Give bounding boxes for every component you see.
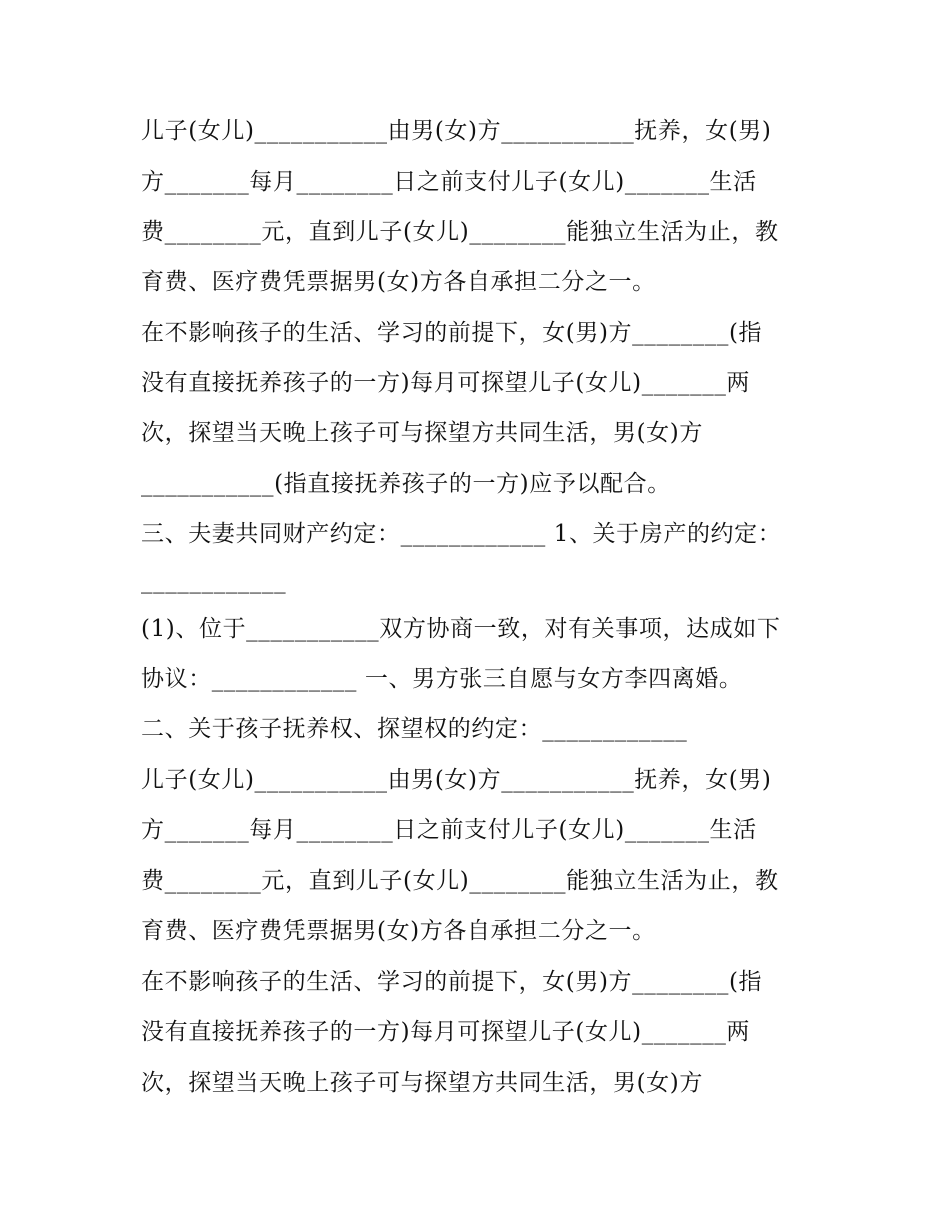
text-line: 育费、医疗费凭票据男(女)方各自承担二分之一。 [141, 918, 656, 944]
text-line: 方_______每月________日之前支付儿子(女儿)_______生活 [141, 169, 757, 195]
text-line: (1)、位于___________双方协商一致，对有关事项，达成如下 [141, 616, 781, 642]
text-line: 方_______每月________日之前支付儿子(女儿)_______生活 [141, 817, 757, 843]
text-line: 次，探望当天晚上孩子可与探望方共同生活，男(女)方 [141, 1070, 703, 1096]
text-line: 二、关于孩子抚养权、探望权的约定：____________ [141, 716, 688, 742]
text-line: 儿子(女儿)___________由男(女)方___________抚养，女(男) [141, 118, 772, 144]
text-line: 费________元，直到儿子(女儿)________能独立生活为止，教 [141, 219, 779, 245]
text-line: 三、夫妻共同财产约定：____________ 1、关于房产的约定： [141, 521, 782, 547]
text-line: 费________元，直到儿子(女儿)________能独立生活为止，教 [141, 868, 779, 894]
text-line: 儿子(女儿)___________由男(女)方___________抚养，女(男) [141, 767, 772, 793]
text-line: 在不影响孩子的生活、学习的前提下，女(男)方________(指 [141, 969, 763, 995]
text-line: 没有直接抚养孩子的一方)每月可探望儿子(女儿)_______两 [141, 1019, 751, 1045]
text-line: 在不影响孩子的生活、学习的前提下，女(男)方________(指 [141, 320, 763, 346]
text-line: 没有直接抚养孩子的一方)每月可探望儿子(女儿)_______两 [141, 370, 751, 396]
text-line: ____________ [141, 568, 287, 594]
text-line: 育费、医疗费凭票据男(女)方各自承担二分之一。 [141, 269, 656, 295]
text-line: ___________(指直接抚养孩子的一方)应予以配合。 [141, 471, 671, 497]
text-line: 次，探望当天晚上孩子可与探望方共同生活，男(女)方 [141, 420, 703, 446]
text-line: 协议：____________ 一、男方张三自愿与女方李四离婚。 [141, 666, 743, 692]
